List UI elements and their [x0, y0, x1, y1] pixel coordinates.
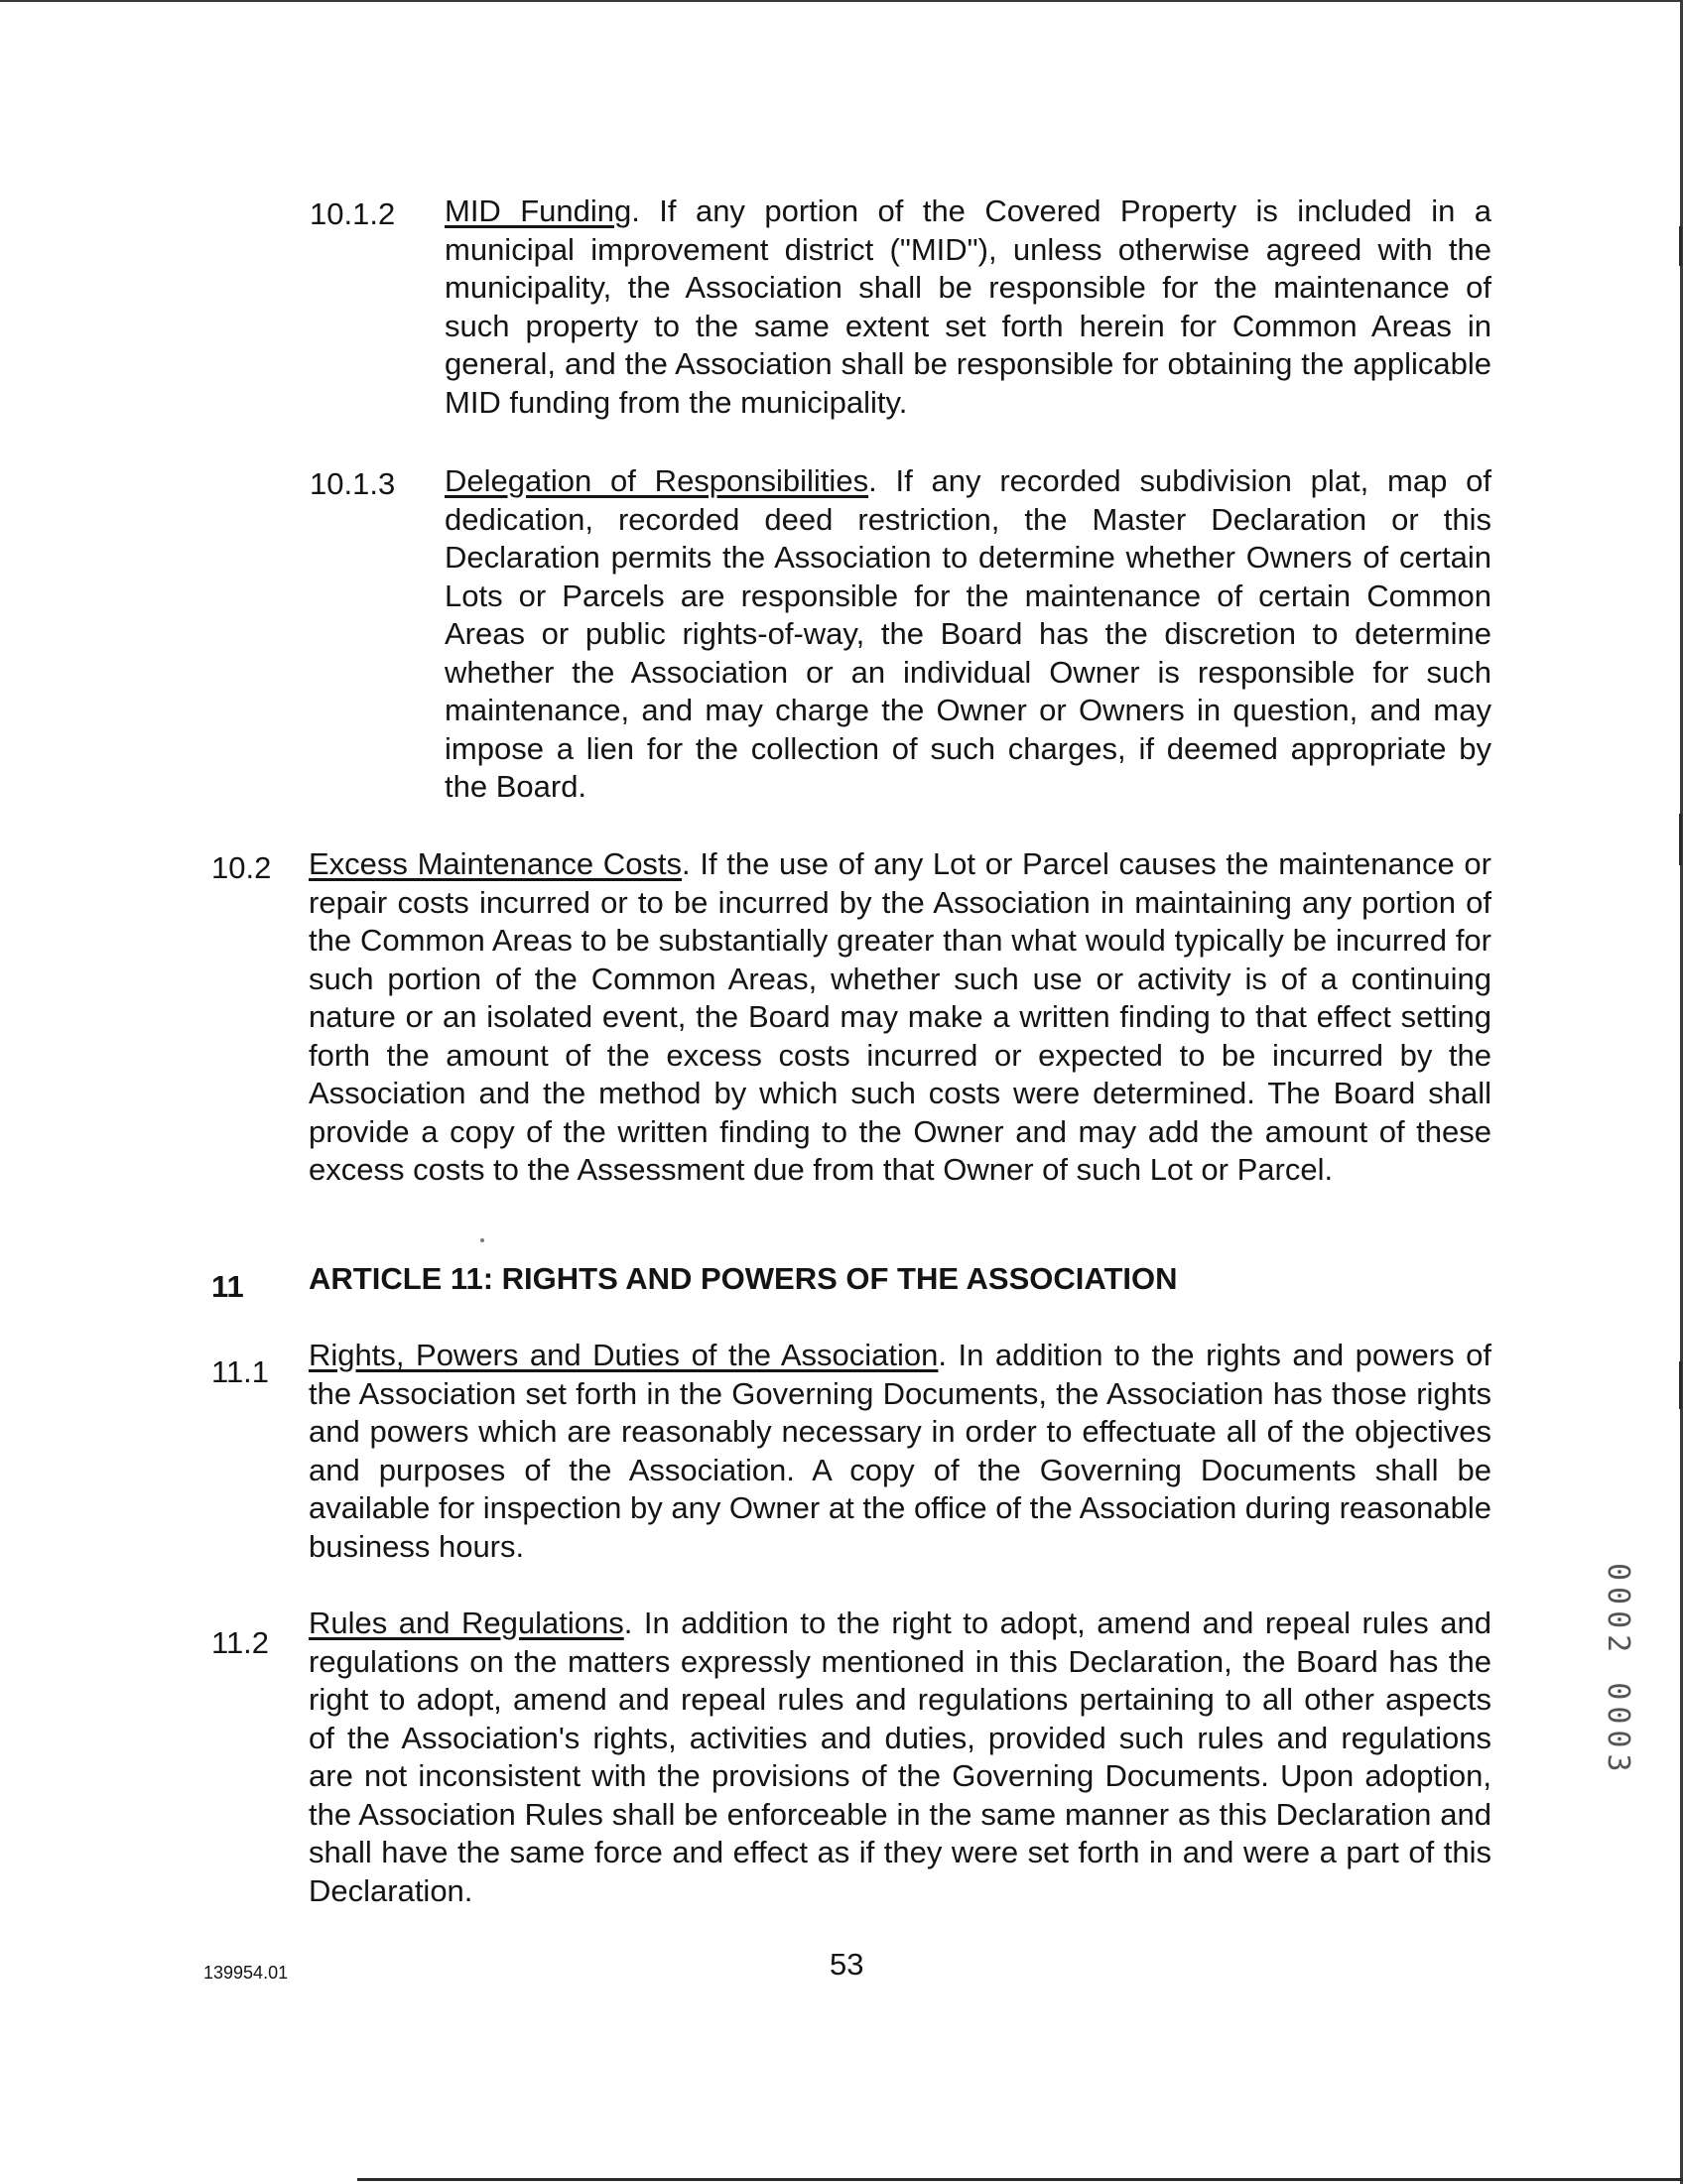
scan-border-top — [0, 0, 1683, 2]
section-title-mid-funding: MID Funding — [445, 193, 632, 228]
section-number-10-1-2: 10.1.2 — [310, 196, 396, 231]
bates-stamp-text: 0002 0003 — [1601, 1563, 1635, 1778]
scan-margin-mark — [1679, 814, 1682, 865]
section-number-10-2: 10.2 — [211, 850, 272, 885]
article-title: ARTICLE 11: RIGHTS AND POWERS OF THE ASSOCIATION — [309, 1261, 1178, 1296]
section-number-11-2: 11.2 — [211, 1625, 270, 1660]
section-title-delegation: Delegation of Responsibilities — [445, 463, 869, 498]
section-title-rules-regulations: Rules and Regulations — [309, 1606, 624, 1640]
scan-speck — [480, 1238, 484, 1242]
document-id: 139954.01 — [203, 1963, 289, 1983]
page-number: 53 — [830, 1947, 864, 1982]
section-11-1 — [309, 1337, 1491, 1566]
section-10-1-3 — [445, 462, 1491, 807]
scan-border-bottom — [357, 2178, 1683, 2181]
section-body: . In addition to the right to adopt, amend and repeal rules and regulations on the matters expressly mentioned in this Declaration, the Board has the right to adopt, amend and repeal rules and regulations pertaining to all other aspects of the Association's rights, activities and duties, provided such rules and regulations are not inconsistent with the provisions of the Governing Documents. Upon adoption, the Association Rules shall be enforceable in the same manner as this Declaration and shall have the same force and effect as if they were set forth in and were a part of this Declaration. — [309, 1606, 1491, 1908]
section-number-11-1: 11.1 — [211, 1354, 270, 1389]
section-11-2 — [309, 1605, 1491, 1910]
section-title-excess-maintenance: Excess Maintenance Costs — [309, 846, 683, 881]
section-10-1-2 — [445, 193, 1491, 422]
scan-margin-mark — [1679, 226, 1682, 266]
article-number: 11 — [211, 1269, 244, 1304]
section-body: . If any portion of the Covered Property is included in a municipal improvement district ("MID"), unless otherwise agreed with the municipality, the Association shall be responsible for the maintenance of such property to the same extent set forth herein for Common Areas in general, and the Association shall be responsible for obtaining the applicable MID funding from the municipality. — [445, 193, 1491, 420]
section-title-rights-powers-duties: Rights, Powers and Duties of the Association — [309, 1338, 939, 1372]
bates-stamp — [1601, 1563, 1647, 1910]
section-body: . If the use of any Lot or Parcel causes the maintenance or repair costs incurred or to be incurred by the Association in maintaining any portion of the Common Areas to be substantially greater than what would typically be incurred for such portion of the Common Areas, whether such use or activity is of a continuing nature or an isolated event, the Board may make a written finding to that effect setting forth the amount of the excess costs incurred or expected to be incurred by the Association and the method by which such costs were determined. The Board shall provide a copy of the written finding to the Owner and may add the amount of these excess costs to the Assessment due from that Owner of such Lot or Parcel. — [309, 846, 1491, 1187]
scan-margin-mark — [1679, 1361, 1682, 1409]
section-number-10-1-3: 10.1.3 — [310, 466, 396, 501]
section-10-2 — [309, 845, 1491, 1190]
section-body: . If any recorded subdivision plat, map of dedication, recorded deed restriction, the Master Declaration or this Declaration permits the Association to determine whether Owners of certain Lots or Parcels are responsible for the maintenance of certain Common Areas or public rights-of-way, the Board has the discretion to determine whether the Association or an individual Owner is responsible for such maintenance, and may charge the Owner or Owners in question, and may impose a lien for the collection of such charges, if deemed appropriate by the Board. — [445, 463, 1492, 804]
section-body: . In addition to the rights and powers of the Association set forth in the Governing Documents, the Association has those rights and powers which are reasonably necessary in order to effectuate all of the objectives and purposes of the Association. A copy of the Governing Documents shall be available for inspection by any Owner at the office of the Association during reasonable business hours. — [309, 1338, 1491, 1564]
